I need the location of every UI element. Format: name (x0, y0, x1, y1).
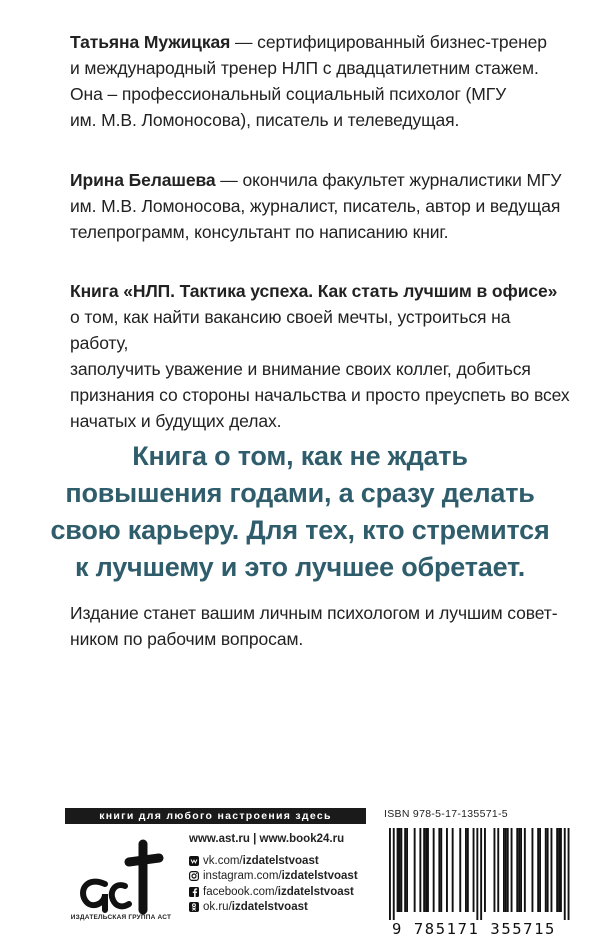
isbn: ISBN 978-5-17-135571-5 (384, 808, 508, 820)
barcode-bar (558, 828, 560, 912)
barcode-bar (404, 828, 406, 912)
barcode-bar (425, 828, 427, 912)
barcode-bar (511, 828, 513, 912)
barcode-bar (556, 828, 558, 912)
barcode-bar (459, 828, 461, 912)
barcode-digits: 9 785171 355715 (392, 920, 556, 938)
barcode-bar (551, 828, 553, 912)
barcode-bar (494, 828, 496, 912)
social-link-facebook[interactable]: facebook.com/ izdatelstvoast (189, 884, 358, 900)
publisher-websites[interactable]: www.ast.ru | www.book24.ru (189, 833, 345, 845)
pull-quote-line: к лучшему и это лучшее обретает. (74, 552, 526, 582)
barcode-bar (503, 828, 505, 912)
barcode-bar (438, 828, 440, 912)
author-bio-line: им. М.В. Ломоносова), писатель и телеведущая. (70, 110, 460, 130)
barcode-bar (564, 828, 566, 920)
book-description-line: о том, как найти вакансию своей мечты, устроиться на работу, (70, 307, 511, 353)
author-bio-belasheva (70, 167, 570, 245)
barcode-bar (516, 828, 518, 912)
pull-quote-line: свою карьеру. Для тех, кто стремится (50, 515, 550, 545)
closing-line: ником по рабочим вопросам. (70, 629, 304, 649)
author-bio-muzhitskaya (70, 29, 570, 133)
social-link-instagram[interactable]: instagram.com/ izdatelstvoast (189, 869, 358, 885)
barcode-bar (476, 828, 478, 920)
barcode-bar (568, 828, 570, 920)
barcode-bar (518, 828, 520, 912)
author-bio-line: Она – профессиональный социальный психолог (МГУ (70, 84, 507, 104)
barcode-bar (419, 828, 421, 912)
barcode-bar (497, 828, 499, 912)
barcode-bar (505, 828, 507, 912)
barcode-bar (399, 828, 401, 912)
barcode-bar (414, 828, 416, 912)
barcode-bar (423, 828, 425, 912)
barcode-bar (406, 828, 408, 912)
tagline-bar: книги для любого настроения здесь (65, 808, 366, 824)
ast-logo-icon (75, 838, 167, 916)
barcode-bar (520, 828, 522, 912)
barcode-bar (452, 828, 454, 912)
facebook-icon (189, 887, 199, 897)
barcode-bar (433, 828, 435, 912)
barcode-bar (473, 828, 475, 912)
barcode-bar (507, 828, 509, 912)
book-description-line: заполучить уважение и внимание своих коллег, добиться (70, 359, 531, 379)
pull-quote-line: повышения годами, а сразу делать (65, 478, 535, 508)
barcode-bar (440, 828, 442, 912)
author-name: Татьяна Мужицкая (70, 32, 231, 52)
barcode-bar (537, 828, 539, 912)
author-bio-line: Ирина Белашева — окончила факультет журналистики МГУ (70, 170, 562, 190)
barcode-bar (539, 828, 541, 912)
vk-icon (189, 856, 199, 866)
barcode-bar (400, 828, 402, 912)
barcode-bar (393, 828, 395, 920)
author-bio-line: им. М.В. Ломоносова, журналист, писатель, автор и ведущая (70, 196, 561, 216)
publisher-name: ИЗДАТЕЛЬСКАЯ ГРУППА АСТ (70, 914, 172, 921)
barcode-bar (524, 828, 526, 912)
barcode-bar (480, 828, 482, 920)
odnoklassniki-icon (189, 902, 199, 912)
author-name: Ирина Белашева (70, 170, 216, 190)
closing-paragraph (70, 600, 570, 652)
book-title: Книга «НЛП. Тактика успеха. Как стать лучшим в офисе» (70, 281, 558, 301)
barcode-bar (446, 828, 448, 912)
barcode-bar (484, 828, 486, 912)
barcode-bar (427, 828, 429, 912)
pull-quote (0, 438, 600, 586)
author-bio-line: телепрограмм, консультант по написанию книг. (70, 222, 449, 242)
social-link-odnoklassniki[interactable]: ok.ru/ izdatelstvoast (189, 900, 358, 916)
author-bio-line: Татьяна Мужицкая — сертифицированный бизнес-тренер (70, 32, 547, 52)
social-link-vk[interactable]: vk.com/ izdatelstvoast (189, 853, 358, 869)
social-links (189, 853, 358, 915)
closing-line: Издание станет вашим личным психологом и лучшим совет- (70, 603, 558, 623)
barcode-bars (389, 828, 570, 920)
barcode-bar (467, 828, 469, 912)
barcode-bar (547, 828, 549, 912)
book-description-line: признания со стороны начальства и просто преуспеть во всех (70, 385, 570, 405)
barcode-bar (397, 828, 399, 912)
barcode (374, 826, 579, 938)
barcode-bar (389, 828, 391, 920)
book-description (70, 278, 570, 434)
barcode-bar (532, 828, 534, 912)
instagram-icon (189, 871, 199, 881)
book-description-line: начатых и будущих делах. (70, 411, 282, 431)
barcode-bar (545, 828, 547, 912)
barcode-bar (465, 828, 467, 912)
pull-quote-line: Книга о том, как не ждать (132, 441, 468, 471)
author-bio-line: и международный тренер НЛП с двадцатилетним стажем. (70, 58, 539, 78)
barcode-bar (560, 828, 562, 912)
